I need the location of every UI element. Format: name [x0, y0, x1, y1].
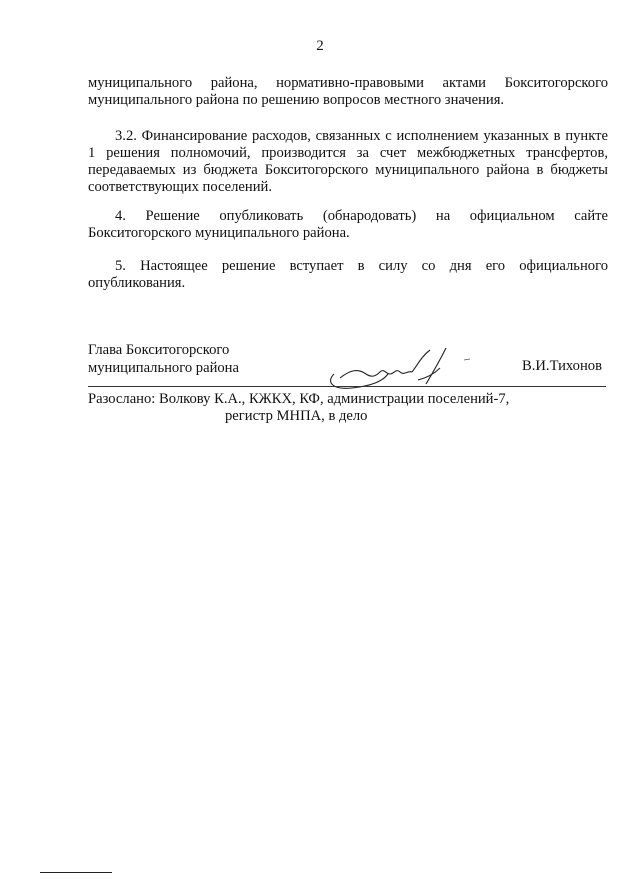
- paragraph-4: 4. Решение опубликовать (обнародовать) на официальном сайте Бокситогорского муниципального района.: [88, 208, 608, 241]
- footer-rule: [40, 872, 112, 873]
- distribution-line2: регистр МНПА, в дело: [225, 408, 368, 424]
- paragraph-5: 5. Настоящее решение вступает в силу со дня его официального опубликования.: [88, 258, 608, 291]
- distribution-line1: Разослано: Волкову К.А., КЖКХ, КФ, администрации поселений-7,: [88, 391, 510, 407]
- distribution-list: [88, 391, 509, 425]
- signatory-title-line2: муниципального района: [88, 360, 239, 376]
- signatory-name: В.И.Тихонов: [522, 358, 602, 374]
- paragraph-3-2: 3.2. Финансирование расходов, связанных с исполнением указанных в пункте 1 решения полномочий, производится за счет межбюджетных трансфертов, передаваемых из бюджета Бокситогорского муниципального района в бюджеты соответствующих поселений.: [88, 128, 608, 195]
- signatory-title-line1: Глава Бокситогорского: [88, 342, 230, 358]
- signatory-title: [88, 341, 239, 377]
- signature-underline: [88, 386, 606, 387]
- handwritten-signature: [322, 344, 472, 396]
- paragraph-continuation: муниципального района, нормативно-правовыми актами Бокситогорского муниципального района по решению вопросов местного значения.: [88, 75, 608, 108]
- page-number: 2: [316, 38, 324, 54]
